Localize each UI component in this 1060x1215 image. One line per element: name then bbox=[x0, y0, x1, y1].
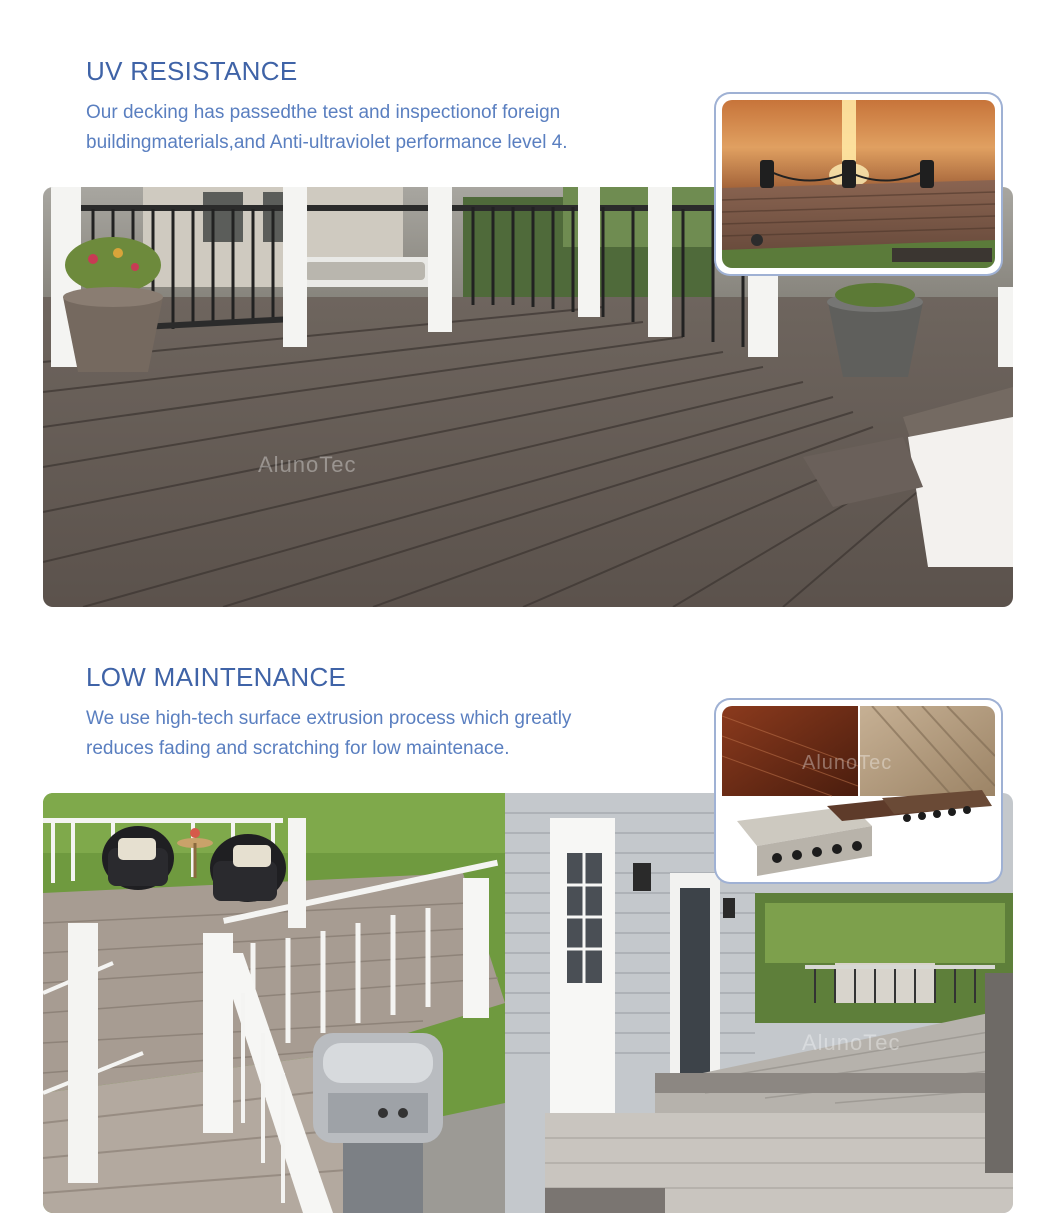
watermark-logo-house: AlunoTec bbox=[802, 1030, 901, 1055]
maintenance-description-line-1: We use high-tech surface extrusion process which greatly bbox=[86, 708, 572, 729]
uv-resistance-description bbox=[86, 98, 646, 158]
uv-description-line-1: Our decking has passedthe test and inspectionof foreign bbox=[86, 102, 561, 123]
low-maintenance-description bbox=[86, 704, 646, 764]
watermark-logo: AlunoTec bbox=[258, 452, 357, 477]
uv-resistance-title: UV RESISTANCE bbox=[86, 56, 298, 86]
watermark-logo-inset: AlunoTec bbox=[802, 752, 893, 774]
board-profile-inset bbox=[716, 700, 1001, 882]
sunset-deck-inset bbox=[716, 94, 1001, 274]
low-maintenance-title: LOW MAINTENANCE bbox=[86, 662, 347, 692]
uv-description-line-2: buildingmaterials,and Anti-ultraviolet performance level 4. bbox=[86, 132, 568, 153]
maintenance-description-line-2: reduces fading and scratching for low maintenace. bbox=[86, 738, 510, 759]
deck-with-chairs-photo bbox=[43, 793, 505, 1213]
low-maintenance-section bbox=[0, 620, 1060, 1215]
